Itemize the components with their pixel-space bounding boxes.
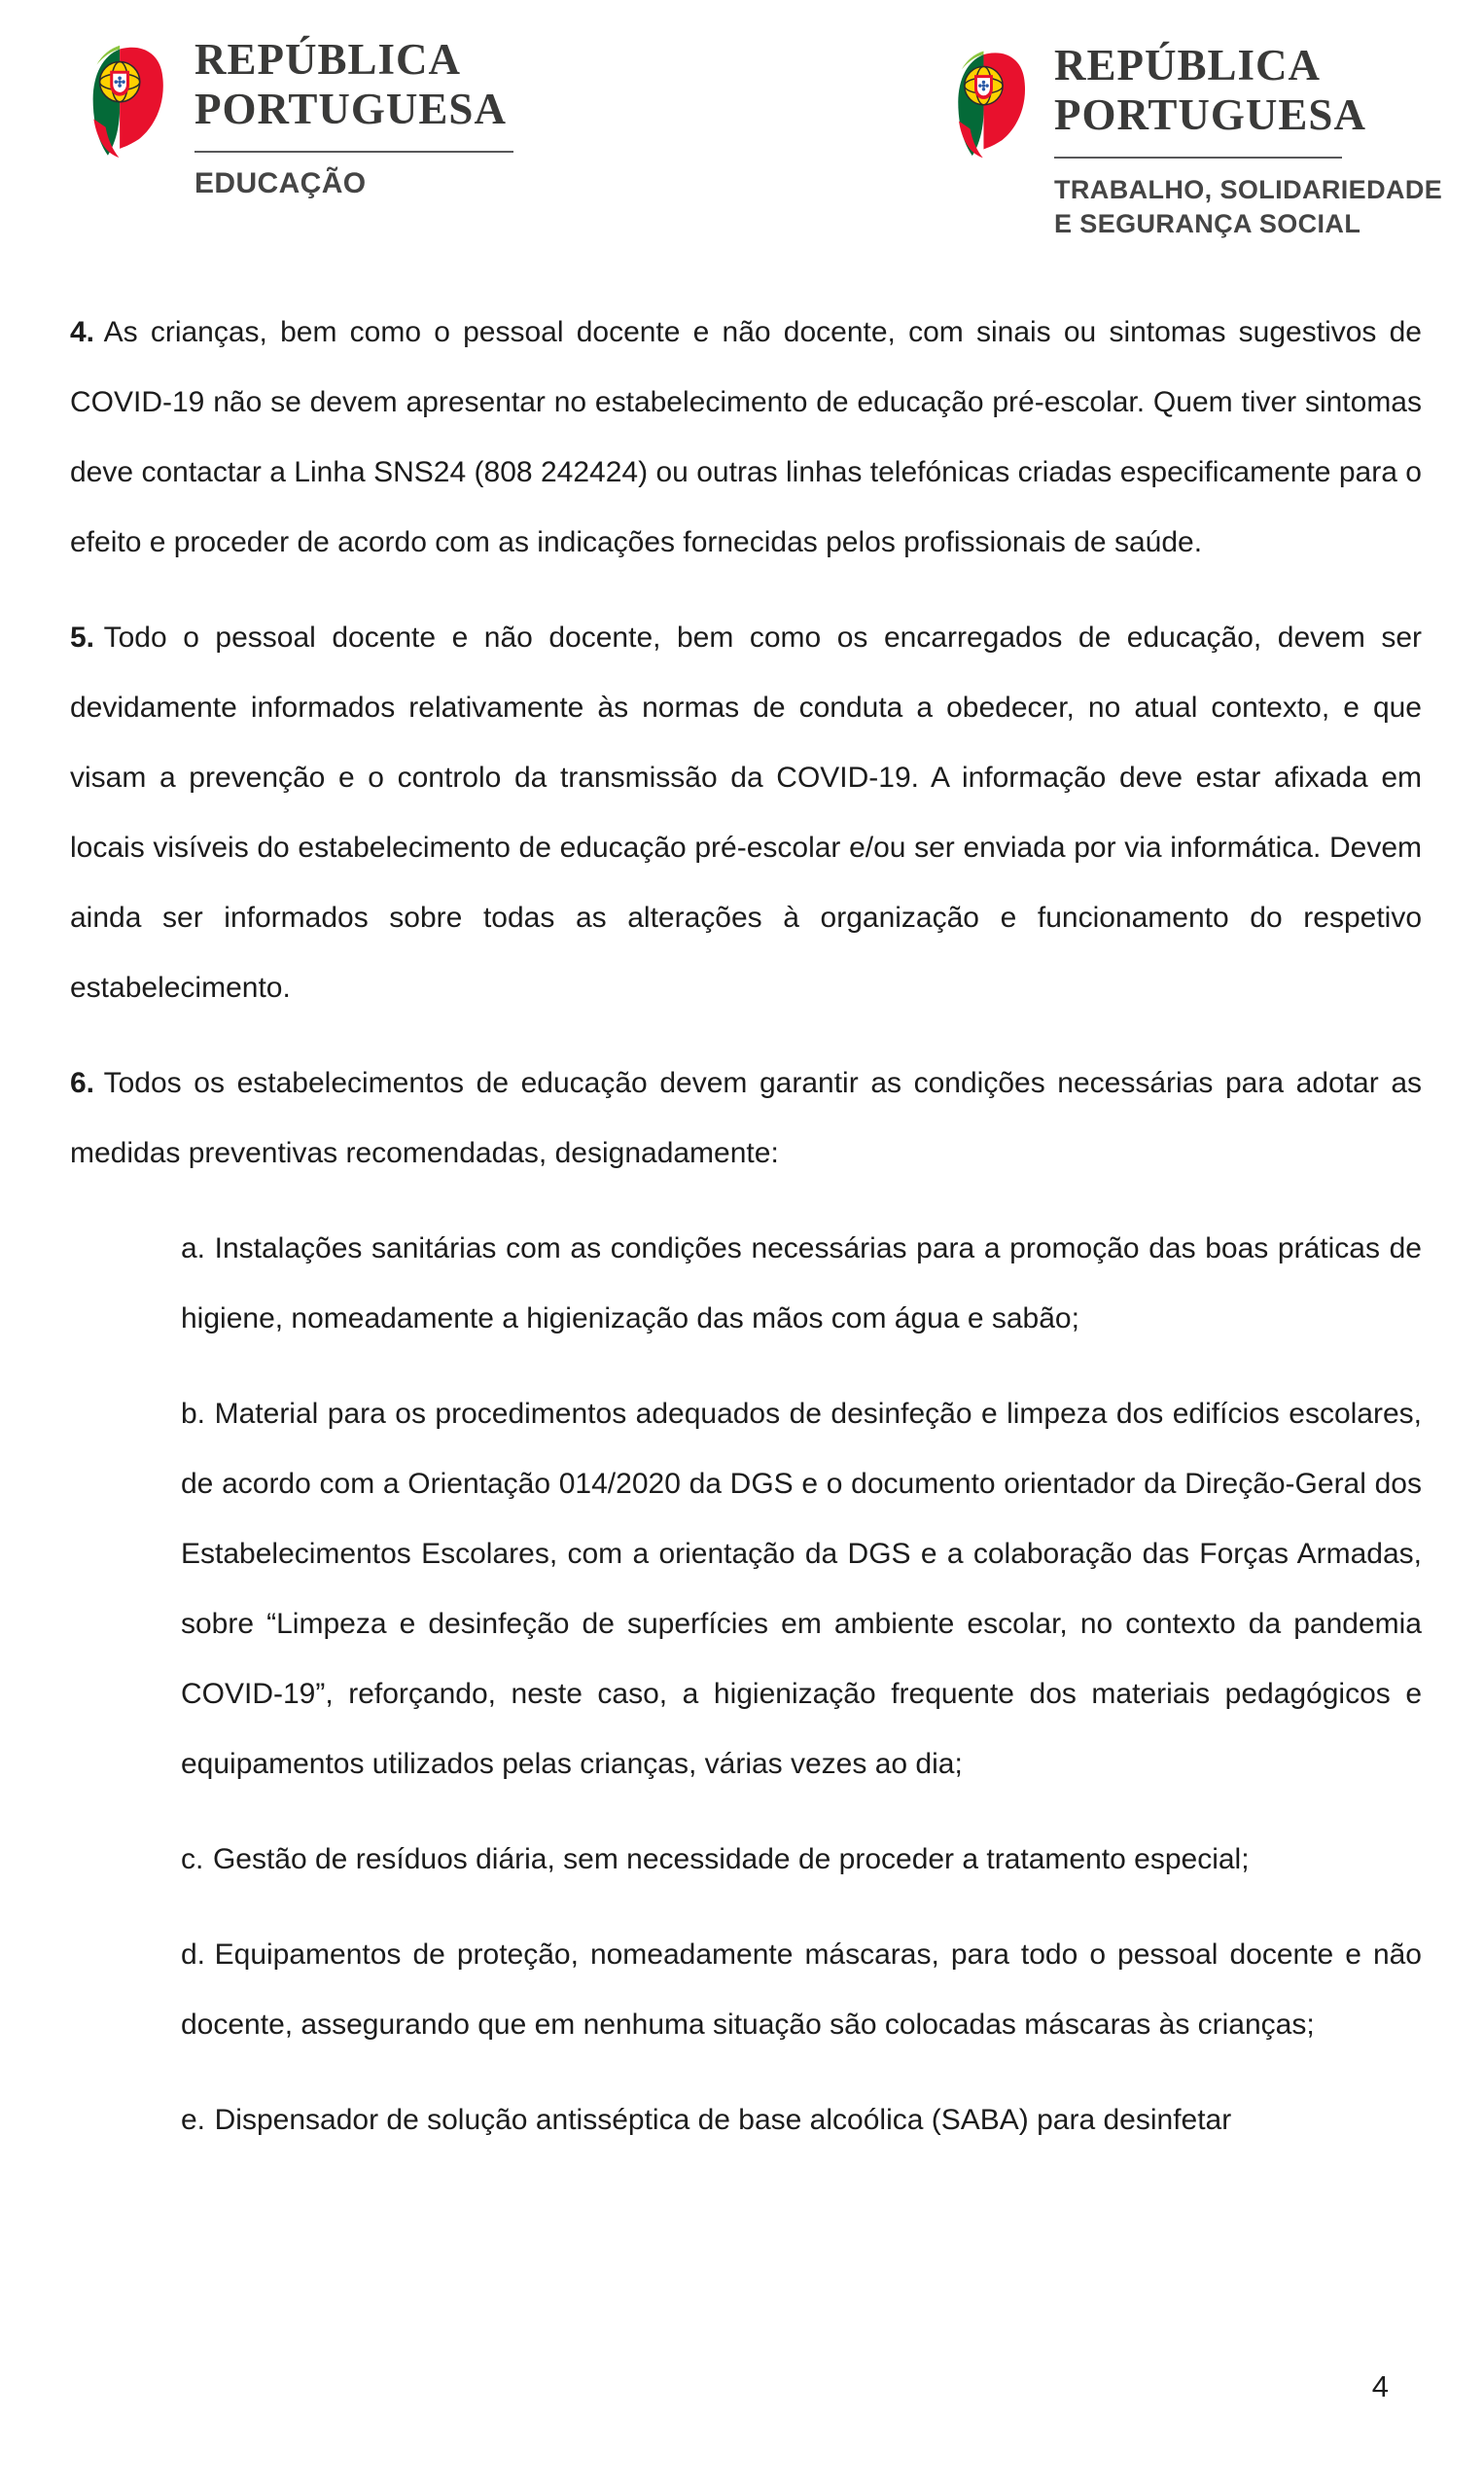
logo-trabalho xyxy=(951,33,1442,241)
republica-label: REPÚBLICA xyxy=(1054,41,1322,89)
item-letter: c. xyxy=(181,1843,204,1875)
republica-label: REPÚBLICA xyxy=(194,35,462,84)
republica-portuguesa-emblem-icon xyxy=(86,27,167,175)
document-body xyxy=(70,298,1422,2181)
item-letter: d. xyxy=(181,1939,206,1971)
paragraph-text: Todos os estabelecimentos de educação devem garantir as condições necessárias para adotar as medidas preventivas recomendadas, designadamente: xyxy=(70,1067,1422,1169)
logo-trabalho-text xyxy=(1054,33,1442,241)
page-number: 4 xyxy=(1371,2369,1389,2403)
logo-educacao xyxy=(86,27,513,200)
sub-item-a xyxy=(181,1214,1422,1354)
item-letter: a. xyxy=(181,1232,206,1264)
item-number: 6. xyxy=(70,1067,95,1099)
sub-item-c xyxy=(181,1825,1422,1895)
item-letter: e. xyxy=(181,2104,206,2136)
paragraph-text: Gestão de resíduos diária, sem necessidade de proceder a tratamento especial; xyxy=(212,1843,1250,1875)
item-number: 5. xyxy=(70,622,95,654)
republica-portuguesa-emblem-icon xyxy=(951,33,1029,175)
paragraph-4 xyxy=(70,298,1422,578)
paragraph-text: Equipamentos de proteção, nomeadamente máscaras, para todo o pessoal docente e não docente, assegurando que em nenhuma situação são colocadas máscaras às crianças; xyxy=(181,1939,1422,2041)
paragraph-5 xyxy=(70,603,1422,1023)
paragraph-text: Dispensador de solução antisséptica de base alcoólica (SABA) para desinfetar xyxy=(214,2104,1232,2136)
paragraph-text: Material para os procedimentos adequados de desinfeção e limpeza dos edifícios escolares, de acordo com a Orientação 014/2020 da DGS e o documento orientador da Direção-Geral dos Estabelecimentos Escolares, com a orientação da DGS e a colaboração das Forças Armadas, sobre “Limpeza e desinfeção de superfícies em ambiente escolar, no contexto da pandemia COVID-19”, reforçando, neste caso, a higienização frequente dos materiais pedagógicos e equipamentos utilizados pelas crianças, várias vezes ao dia; xyxy=(181,1398,1422,1780)
paragraph-text: Instalações sanitárias com as condições necessárias para a promoção das boas práticas de higiene, nomeadamente a higienização das mãos com água e sabão; xyxy=(181,1232,1422,1334)
item-number: 4. xyxy=(70,316,95,348)
paragraph-6 xyxy=(70,1049,1422,1189)
portuguesa-label: PORTUGUESA xyxy=(1054,90,1366,139)
sub-item-e xyxy=(181,2085,1422,2155)
portuguesa-label: PORTUGUESA xyxy=(194,85,507,133)
sub-item-b xyxy=(181,1379,1422,1799)
logo-divider xyxy=(1054,157,1342,159)
sub-item-d xyxy=(181,1920,1422,2060)
ministry-educacao-label: EDUCAÇÃO xyxy=(194,167,367,199)
item-letter: b. xyxy=(181,1398,206,1430)
logo-educacao-text xyxy=(194,27,513,200)
paragraph-text: As crianças, bem como o pessoal docente e não docente, com sinais ou sintomas sugestivos de COVID-19 não se devem apresentar no estabelecimento de educação pré-escolar. Quem tiver sintomas deve contactar a Linha SNS24 (808 242424) ou outras linhas telefónicas criadas especificamente para o efeito e proceder de acordo com as indicações fornecidas pelos profissionais de saúde. xyxy=(70,316,1422,558)
paragraph-text: Todo o pessoal docente e não docente, bem como os encarregados de educação, devem ser devidamente informados relativamente às normas de conduta a obedecer, no atual contexto, e que visam a prevenção e o controlo da transmissão da COVID-19. A informação deve estar afixada em locais visíveis do estabelecimento de educação pré-escolar e/ou ser enviada por via informática. Devem ainda ser informados sobre todas as alterações à organização e funcionamento do respetivo estabelecimento. xyxy=(70,622,1422,1004)
logo-divider xyxy=(194,151,513,153)
ministry-trabalho-label-line1: TRABALHO, SOLIDARIEDADE xyxy=(1054,175,1443,204)
ministry-trabalho-label-line2: E SEGURANÇA SOCIAL xyxy=(1054,209,1361,238)
